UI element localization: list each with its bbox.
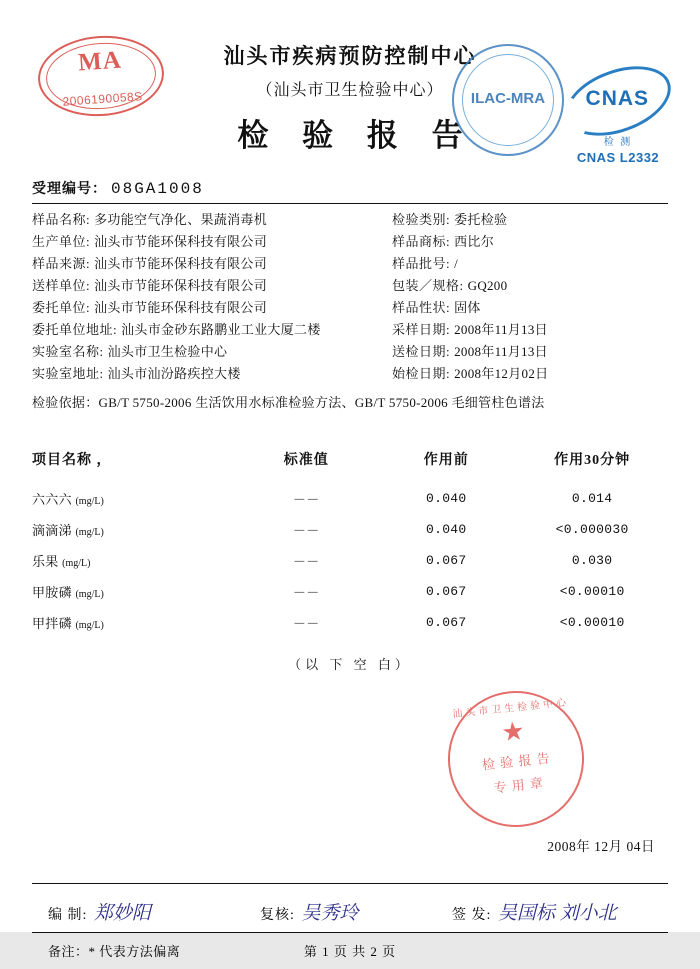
info-label: 包装／规格: [392,278,464,293]
info-value: 汕头市节能环保科技有限公司 [94,234,268,249]
cnas-logo [558,70,678,165]
info-row [32,364,392,383]
cnas-logo-text: CNAS [585,87,650,111]
acceptance-number-value: 08GA1008 [111,180,204,198]
organization-alt-name: （汕头市卫生检验中心） [256,82,444,99]
item-unit: (mg/L) [75,589,104,600]
reviewed-by-label: 复核: [260,908,295,923]
ma-stamp-text: MA [77,46,123,77]
page-number: 第 1 页 共 2 页 [303,944,397,959]
info-value: 2008年12月02日 [454,366,549,381]
table-row [32,576,668,607]
cell-standard: －－ [292,523,320,538]
column-header-standard: 标准值 [283,453,329,468]
cell-standard: －－ [292,554,320,569]
info-row [392,232,668,251]
info-label: 生产单位: [32,234,91,249]
info-row [32,232,392,251]
info-row [392,342,668,361]
info-value: 汕头市节能环保科技有限公司 [94,256,268,271]
issue-date: 2008年 12月 04日 [547,839,655,854]
table-header-row [32,445,668,483]
results-table [32,445,668,638]
acceptance-number-label: 受理编号： [32,182,107,197]
cell-before: 0.067 [426,615,467,630]
ilac-mra-stamp [452,44,564,156]
official-red-stamp [441,684,590,833]
issued-by [452,898,617,925]
info-value: 委托检验 [454,212,508,227]
item-name: 乐果 [32,554,59,569]
item-name: 甲拌磷 [32,616,72,631]
prepared-by [48,898,151,925]
star-icon: ★ [500,716,527,748]
results-table-body [32,483,668,638]
info-value: 汕头市汕汾路疾控大楼 [107,366,241,381]
organization-name: 汕头市疾病预防控制中心 [223,44,477,68]
table-row [32,545,668,576]
official-stamp-area [0,673,700,883]
info-label: 样品性状: [392,300,451,315]
info-row [32,254,392,273]
info-row [32,276,392,295]
info-value: 汕头市节能环保科技有限公司 [94,278,268,293]
report-content [0,178,700,673]
info-row [392,254,668,273]
table-row [32,607,668,638]
info-label: 采样日期: [392,322,451,337]
cell-after: 0.030 [571,553,613,568]
report-header [0,0,700,178]
prepared-by-signature: 郑妙阳 [93,903,151,924]
info-value: 西比尔 [454,234,495,249]
cnas-accreditation-code: CNAS L2332 [576,150,660,165]
info-label: 送检日期: [392,344,451,359]
footer-remark-row [32,941,668,969]
info-value: 2008年11月13日 [454,344,548,359]
reviewed-by-signature: 吴秀玲 [301,903,359,924]
info-row [32,342,392,361]
info-label: 样品来源: [32,256,91,271]
info-row [32,320,392,339]
issued-by-label: 签 发: [452,908,492,923]
acceptance-number-row [32,178,668,198]
cell-standard: －－ [292,585,320,600]
info-value: 汕头市卫生检验中心 [107,344,228,359]
footer-divider-bottom [32,932,668,933]
signature-row [32,892,668,932]
cell-item [32,483,236,514]
results-table-head [32,445,668,483]
cell-after: <0.000030 [555,522,629,537]
test-basis: 检验依据：GB/T 5750-2006 生活饮用水标准检验方法、GB/T 5750-2006 毛细管柱色谱法 [32,395,545,410]
cell-standard: －－ [292,616,320,631]
cell-item [32,576,236,607]
info-label: 始检日期: [392,366,451,381]
cell-item [32,514,236,545]
info-row [392,320,668,339]
footer-divider-top [32,883,668,884]
cell-before: 0.040 [426,491,467,506]
cell-standard: －－ [292,492,320,507]
item-unit: (mg/L) [75,620,104,631]
cell-before: 0.067 [426,553,467,568]
info-label: 样品名称: [32,212,91,227]
info-label: 样品商标: [392,234,451,249]
info-row [392,210,668,229]
cell-item [32,545,236,576]
issued-by-signature: 吴国标 刘小北 [497,903,617,924]
info-label: 实验室名称: [32,344,104,359]
info-row [32,210,392,229]
stamp-organization-text: 汕头市卫生检验中心 [451,697,570,721]
table-row [32,483,668,514]
table-row [32,514,668,545]
info-value: 汕头市节能环保科技有限公司 [94,300,268,315]
info-label: 送样单位: [32,278,91,293]
remark-note: 备注：* 代表方法偏离 [48,944,181,959]
item-name: 六六六 [32,492,72,507]
info-value: GQ200 [467,278,508,293]
info-value: 汕头市金砂东路鹏业工业大厦二楼 [121,322,321,337]
info-label: 检验类别: [392,212,451,227]
info-label: 实验室地址: [32,366,104,381]
item-unit: (mg/L) [62,558,91,569]
cell-after: 0.014 [571,491,613,506]
column-header-item: 项目名称 ， [32,453,112,468]
blank-below-note: （以 下 空 白） [288,657,412,672]
stamp-line-2: 专 用 章 [492,775,545,796]
cell-after: <0.00010 [559,584,625,599]
sample-info-grid [32,210,668,383]
header-divider [32,203,668,204]
column-header-before: 作用前 [423,453,469,468]
info-row [392,298,668,317]
info-value: 多功能空气净化、果蔬消毒机 [94,212,268,227]
report-footer [0,883,700,969]
cell-item [32,607,236,638]
prepared-by-label: 编 制: [48,908,88,923]
stamp-line-1: 检 验 报 告 [481,750,552,773]
item-name: 滴滴涕 [32,523,72,538]
ilac-mra-stamp-text: ILAC-MRA [470,90,546,107]
cnas-logo-subtext: 检 测 [603,137,633,148]
item-unit: (mg/L) [75,496,104,507]
ma-stamp-number: 2006190058S [62,89,144,109]
info-value: / [454,256,459,271]
info-label: 委托单位: [32,300,91,315]
info-row [392,276,668,295]
column-header-after: 作用30分钟 [554,453,631,468]
info-label: 样品批号: [392,256,451,271]
info-value: 2008年11月13日 [454,322,548,337]
info-label: 委托单位地址: [32,322,118,337]
item-unit: (mg/L) [75,527,104,538]
cell-before: 0.040 [426,522,467,537]
item-name: 甲胺磷 [32,585,72,600]
cell-after: <0.00010 [559,615,625,630]
page-title: 检 验 报 告 [237,118,476,153]
info-row [392,364,668,383]
info-row [32,298,392,317]
reviewed-by [260,898,358,925]
cell-before: 0.067 [426,584,467,599]
info-value: 固体 [454,300,481,315]
